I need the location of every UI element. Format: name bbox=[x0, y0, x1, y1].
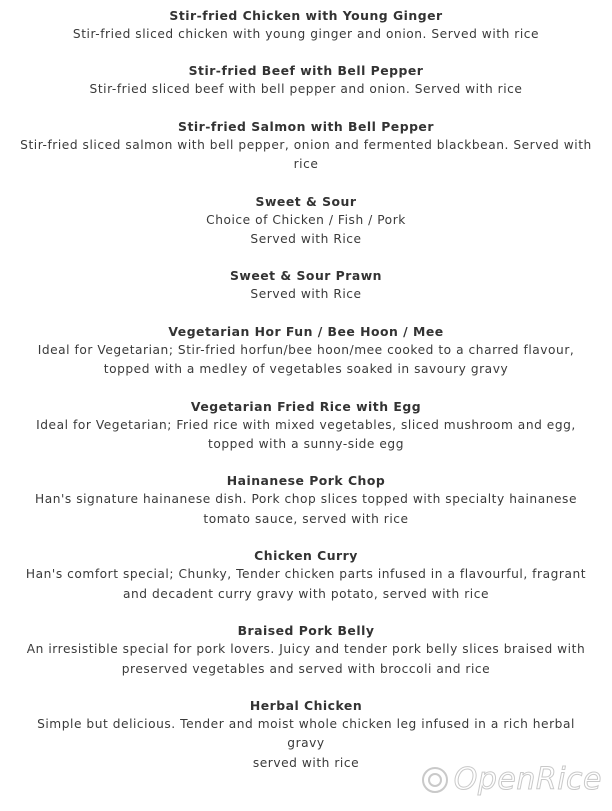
menu-item-name: Braised Pork Belly bbox=[237, 623, 375, 639]
menu-item-description: Stir-fried sliced chicken with young ginger and onion. Served with rice bbox=[72, 27, 540, 41]
menu-item bbox=[0, 322, 612, 380]
menu-item-description: Served with Rice bbox=[250, 287, 362, 302]
menu-item bbox=[0, 6, 612, 44]
menu-list bbox=[0, 6, 612, 790]
menu-item-description: Stir-fried sliced salmon with bell pepper, onion and fermented blackbean. Served with bbox=[20, 137, 592, 152]
menu-item-name: Chicken Curry bbox=[254, 548, 358, 564]
menu-item-description: rice bbox=[293, 157, 319, 172]
menu-item bbox=[0, 397, 612, 455]
menu-item-description: Choice of Chicken / Fish / Pork bbox=[206, 212, 406, 227]
menu-item-name: Stir-fried Salmon with Bell Pepper bbox=[178, 118, 434, 134]
menu-item-description: Served with Rice bbox=[250, 232, 362, 247]
menu-item bbox=[0, 266, 612, 304]
menu-item-description: topped with a medley of vegetables soaked in savoury gravy bbox=[103, 362, 509, 377]
menu-item-description: served with rice bbox=[252, 755, 360, 770]
menu-item bbox=[0, 546, 612, 604]
menu-item-description: Ideal for Vegetarian; Stir-fried horfun/bee hoon/mee cooked to a charred flavour, bbox=[37, 342, 575, 357]
menu-item-description: Han's signature hainanese dish. Pork chop slices topped with specialty hainanese bbox=[34, 492, 577, 507]
menu-item-description: preserved vegetables and served with broccoli and rice bbox=[121, 661, 491, 676]
menu-item-description: Stir-fried sliced beef with bell pepper and onion. Served with rice bbox=[89, 82, 523, 97]
menu-item bbox=[0, 192, 612, 250]
menu-item-description: Han's comfort special; Chunky, Tender chicken parts infused in a flavourful, fragrant bbox=[25, 567, 587, 582]
menu-item-name: Stir-fried Beef with Bell Pepper bbox=[188, 63, 424, 79]
menu-item-description: tomato sauce, served with rice bbox=[203, 511, 409, 526]
menu-item-name: Stir-fried Chicken with Young Ginger bbox=[169, 8, 443, 23]
menu-item-name: Hainanese Pork Chop bbox=[226, 473, 386, 489]
openrice-logo-icon bbox=[420, 765, 450, 795]
menu-item-description: Simple but delicious. Tender and moist whole chicken leg infused in a rich herbal gravy bbox=[37, 716, 575, 751]
watermark-text: OpenRice bbox=[453, 762, 602, 797]
menu-item bbox=[0, 117, 612, 175]
menu-item bbox=[0, 61, 612, 99]
menu-item-description: and decadent curry gravy with potato, served with rice bbox=[122, 586, 489, 601]
menu-item-description: Ideal for Vegetarian; Fried rice with mixed vegetables, sliced mushroom and egg, bbox=[36, 417, 576, 432]
menu-item-description: An irresistible special for pork lovers. Juicy and tender pork belly slices braised with bbox=[26, 642, 586, 657]
menu-item-name: Herbal Chicken bbox=[249, 697, 363, 713]
menu-item bbox=[0, 471, 612, 529]
menu-item-description: topped with a sunny-side egg bbox=[207, 437, 405, 452]
openrice-watermark bbox=[420, 762, 602, 797]
menu-item-name: Vegetarian Fried Rice with Egg bbox=[190, 398, 422, 414]
menu-item-name: Vegetarian Hor Fun / Bee Hoon / Mee bbox=[168, 323, 444, 339]
menu-item-name: Sweet & Sour Prawn bbox=[229, 268, 383, 284]
menu-item bbox=[0, 621, 612, 679]
menu-item-name: Sweet & Sour bbox=[255, 193, 357, 209]
